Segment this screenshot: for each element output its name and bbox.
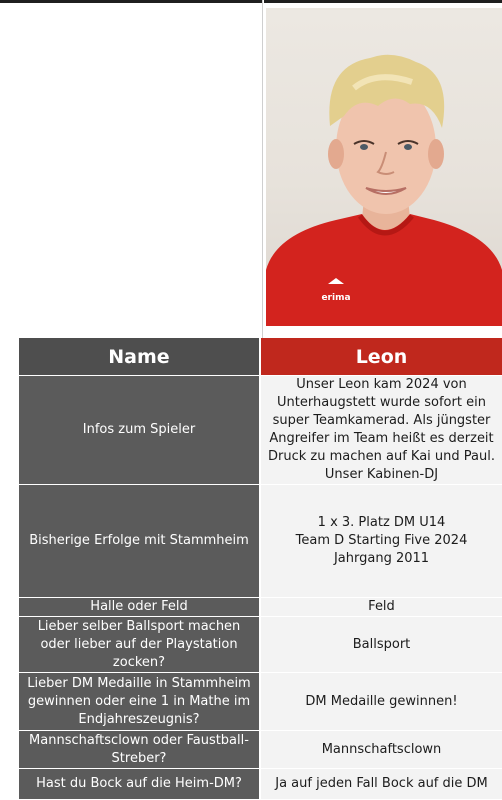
row-value: Ja auf jeden Fall Bock auf die DM (261, 769, 502, 800)
row-label: Hast du Bock auf die Heim-DM? (19, 769, 261, 800)
row-label: Infos zum Spieler (19, 376, 261, 485)
header-label-cell: Name (19, 338, 261, 376)
table-row (19, 376, 502, 485)
column-divider (262, 0, 263, 340)
player-profile-table (19, 338, 502, 800)
table-row (19, 617, 502, 673)
top-border-right (264, 0, 502, 3)
table-row (19, 598, 502, 617)
row-label: Lieber selber Ballsport machen oder lieber auf der Playstation zocken? (19, 617, 261, 673)
table-row (19, 769, 502, 800)
table-row (19, 731, 502, 769)
table-row (19, 673, 502, 731)
row-value: Feld (261, 598, 502, 617)
header-value-cell: Leon (261, 338, 502, 376)
row-value: 1 x 3. Platz DM U14 Team D Starting Five 2024 Jahrgang 2011 (261, 485, 502, 598)
table-header-row (19, 338, 502, 376)
row-label: Bisherige Erfolge mit Stammheim (19, 485, 261, 598)
row-value: Mannschaftsclown (261, 731, 502, 769)
table-row (19, 485, 502, 598)
row-label: Halle oder Feld (19, 598, 261, 617)
row-label: Lieber DM Medaille in Stammheim gewinnen oder eine 1 in Mathe im Endjahreszeugnis? (19, 673, 261, 731)
shirt-logo-text: erima (321, 293, 351, 303)
row-label: Mannschaftsclown oder Faustball-Streber? (19, 731, 261, 769)
player-photo (266, 8, 502, 326)
row-value: DM Medaille gewinnen! (261, 673, 502, 731)
row-value: Unser Leon kam 2024 von Unterhaugstett wurde sofort ein super Teamkamerad. Als jüngster Angreifer im Team heißt es derzeit Druck zu machen auf Kai und Paul. Unser Kabinen-DJ (261, 376, 502, 485)
top-border-left (0, 0, 262, 3)
row-value: Ballsport (261, 617, 502, 673)
